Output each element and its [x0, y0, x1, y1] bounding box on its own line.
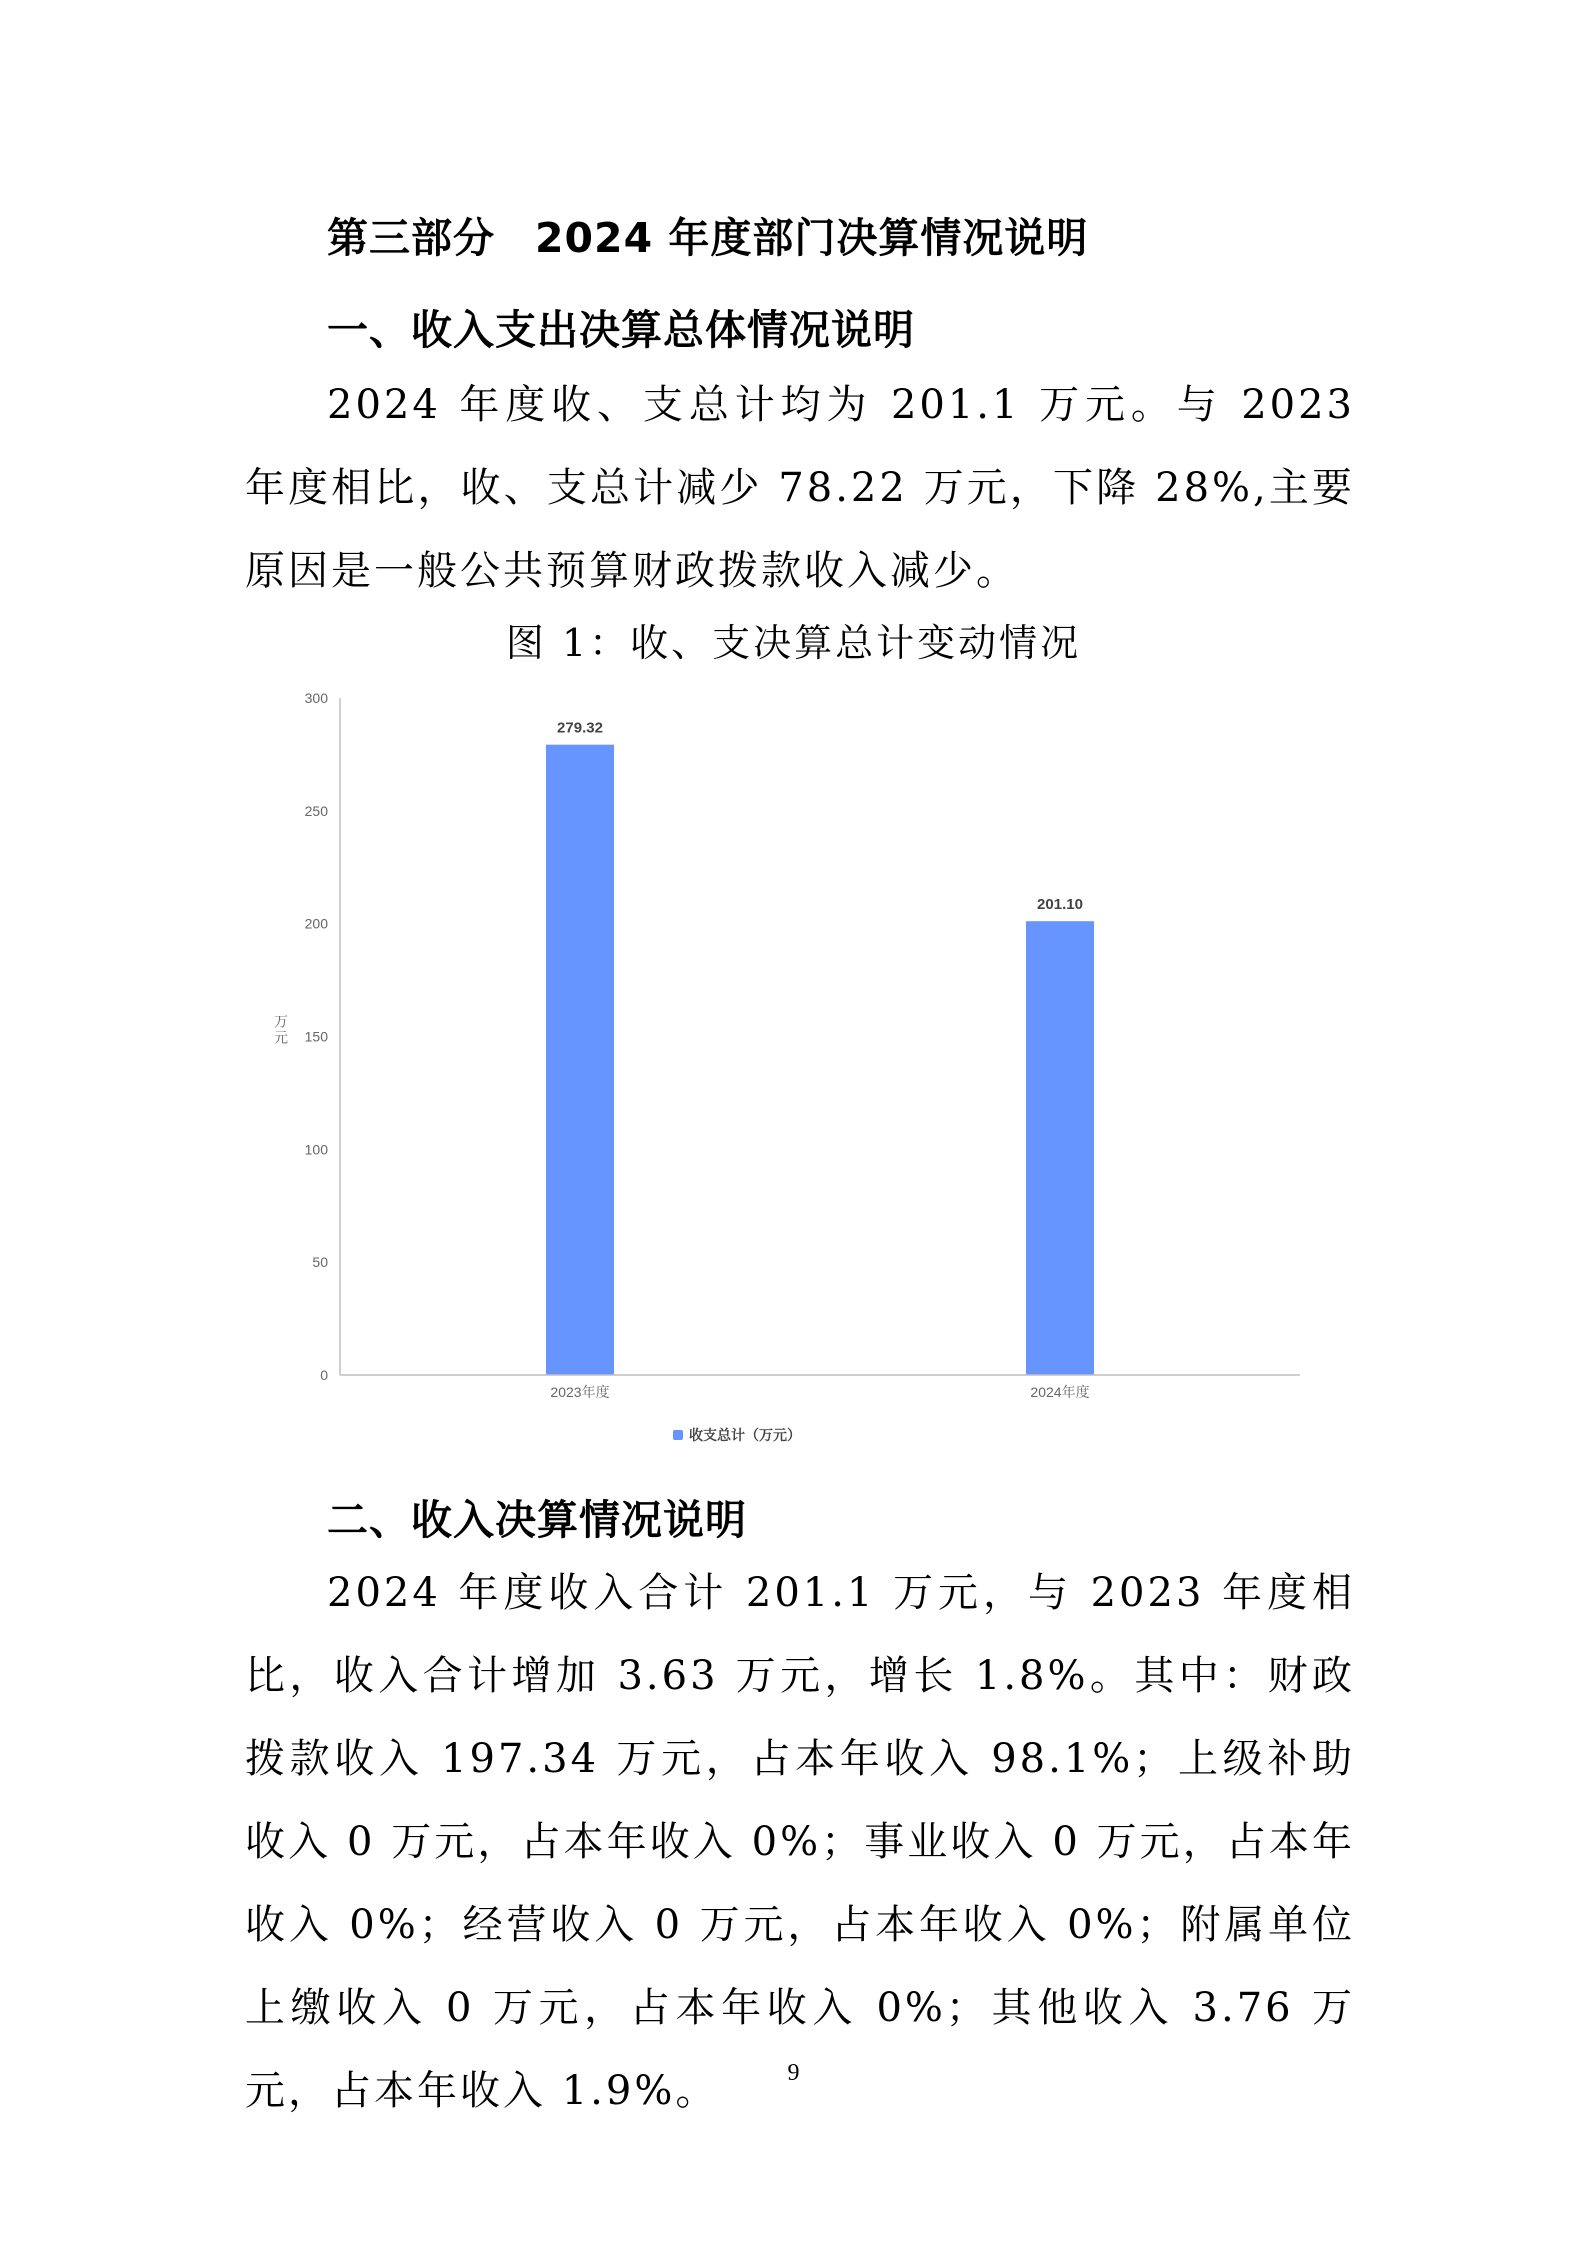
y-tick-label: 250	[304, 802, 328, 819]
section-2-paragraph: 2024 年度收入合计 201.1 万元，与 2023 年度相比，收入合计增加 3.63 万元，增长 1.8%。其中：财政拨款收入 197.34 万元，占本年收入 98.1%；上级补助收入 0 万元，占本年收入 0%；事业收入 0 万元，占本年收入 0%；经营收入 0 万元，占本年收入 0%；附属单位上缴收入 0 万元，占本年收入 0%；其他收入 3.76 万元，占本年收入 1.9%。	[245, 1570, 1355, 2114]
part-title	[327, 205, 1088, 264]
y-tick-label: 200	[304, 915, 328, 932]
bar	[1026, 921, 1094, 1375]
income-expense-bar-chart	[255, 680, 1315, 1465]
y-axis	[274, 690, 340, 1383]
bar-value-label: 201.10	[1037, 896, 1083, 914]
bars	[546, 720, 1094, 1375]
y-tick-label: 100	[304, 1141, 328, 1158]
x-axis	[340, 1375, 1300, 1400]
chart-svg	[255, 680, 1315, 1460]
part-title-text: 2024 年度部门决算情况说明	[535, 214, 1089, 262]
page-number: 9	[787, 2060, 800, 2086]
y-tick-label: 0	[320, 1367, 328, 1383]
section-1-heading: 一、收入支出决算总体情况说明	[327, 306, 915, 354]
bar	[546, 745, 614, 1375]
legend-label: 收支总计（万元）	[689, 1427, 801, 1443]
legend	[673, 1427, 801, 1443]
x-tick-label: 2023年度	[550, 1384, 610, 1400]
y-tick-label: 50	[312, 1254, 328, 1271]
section-1-paragraph: 2024 年度收、支总计均为 201.1 万元。与 2023 年度相比，收、支总计减少 78.22 万元，下降 28%,主要原因是一般公共预算财政拨款收入减少。	[245, 382, 1355, 594]
part-label: 第三部分	[327, 214, 495, 262]
figure-1-caption: 图 1：收、支决算总计变动情况	[505, 621, 1082, 665]
y-tick-label: 300	[304, 690, 328, 706]
bar-value-label: 279.32	[557, 719, 603, 737]
legend-swatch	[673, 1430, 683, 1440]
y-axis-label: 万元	[274, 1013, 288, 1046]
section-2-heading: 二、收入决算情况说明	[327, 1496, 747, 1544]
x-tick-label: 2024年度	[1030, 1384, 1090, 1400]
y-tick-label: 150	[304, 1028, 328, 1045]
